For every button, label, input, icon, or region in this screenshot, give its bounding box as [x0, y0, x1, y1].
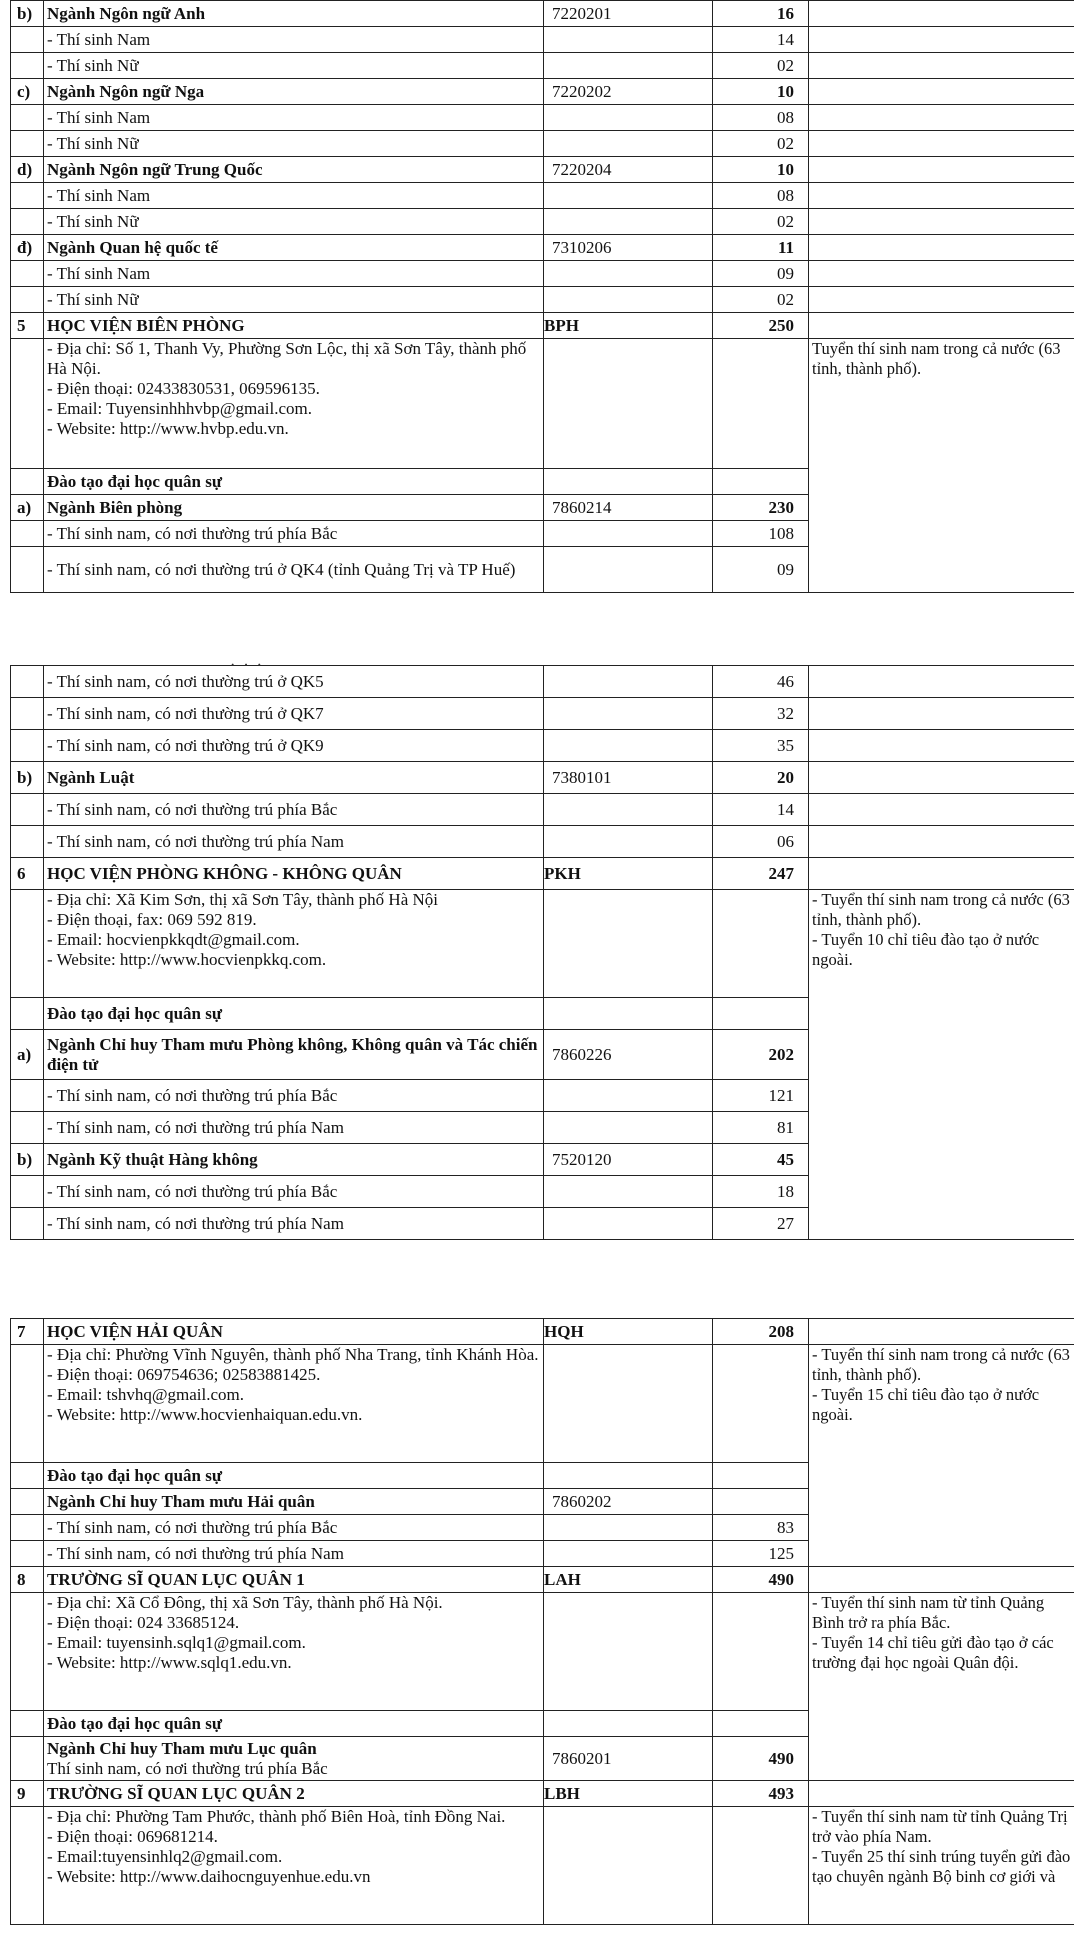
row-number: a)	[11, 495, 44, 521]
program-code: 7220204	[544, 157, 713, 183]
program-name: - Thí sinh nam, có nơi thường trú ở QK9	[44, 730, 544, 762]
quota: 08	[713, 105, 809, 131]
program-code	[544, 1080, 713, 1112]
notes: Tuyển thí sinh nam trong cả nước (63 tỉnh, thành phố).	[809, 339, 1074, 593]
program-code: PKH	[544, 858, 713, 890]
admissions-table	[10, 665, 1074, 1240]
row-number	[11, 666, 44, 698]
table-row	[11, 261, 1074, 287]
program-code	[544, 287, 713, 313]
row-number: 7	[11, 1319, 44, 1345]
quota: 121	[713, 1080, 809, 1112]
notes	[809, 730, 1074, 762]
table-section-middle	[10, 657, 1074, 1240]
quota: 09	[713, 547, 809, 593]
row-number: b)	[11, 762, 44, 794]
row-number: b)	[11, 1144, 44, 1176]
program-code	[544, 1541, 713, 1567]
row-number: d)	[11, 157, 44, 183]
notes	[809, 858, 1074, 890]
quota: 108	[713, 521, 809, 547]
table-row	[11, 209, 1074, 235]
program-code	[544, 53, 713, 79]
quota: 490	[713, 1567, 809, 1593]
program-name: - Thí sinh nam, có nơi thường trú phía Bắc	[44, 1176, 544, 1208]
row-number	[11, 261, 44, 287]
row-number	[11, 730, 44, 762]
program-name: Ngành Ngôn ngữ Anh	[44, 1, 544, 27]
program-name: Ngành Biên phòng	[44, 495, 544, 521]
contact-info: - Địa chỉ: Phường Vĩnh Nguyên, thành phố Nha Trang, tỉnh Khánh Hòa. - Điện thoại: 069754636; 02583881425. - Email: tshvhq@gmail.com. - Website: http://www.hocvienhaiquan.edu.vn.	[44, 1345, 544, 1463]
notes: - Tuyển thí sinh nam trong cả nước (63 tỉnh, thành phố). - Tuyển 15 chỉ tiêu đào tạo ở nước ngoài.	[809, 1345, 1074, 1567]
quota	[713, 339, 809, 469]
program-name: - Thí sinh Nữ	[44, 131, 544, 157]
program-name: Ngành Luật	[44, 762, 544, 794]
program-code	[544, 339, 713, 469]
notes	[809, 1781, 1074, 1807]
program-subtitle: Thí sinh nam, có nơi thường trú phía Bắc	[47, 1758, 328, 1778]
table-row	[11, 698, 1074, 730]
program-code	[544, 1112, 713, 1144]
program-name: - Thí sinh nam, có nơi thường trú phía Nam	[44, 826, 544, 858]
program-name: - Thí sinh Nữ	[44, 287, 544, 313]
program-code	[544, 698, 713, 730]
row-number: c)	[11, 79, 44, 105]
program-code	[544, 261, 713, 287]
info-row	[11, 1345, 1074, 1463]
admissions-table	[10, 0, 1074, 593]
quota	[713, 998, 809, 1030]
notes	[809, 1319, 1074, 1345]
quota	[713, 1345, 809, 1463]
quota: 14	[713, 27, 809, 53]
program-code: 7860226	[544, 1030, 713, 1080]
program-name: - Thí sinh Nam	[44, 261, 544, 287]
quota: 46	[713, 666, 809, 698]
table-row	[11, 762, 1074, 794]
row-number	[11, 890, 44, 998]
quota	[713, 1463, 809, 1489]
notes	[809, 131, 1074, 157]
table-row	[11, 105, 1074, 131]
notes	[809, 235, 1074, 261]
row-number: đ)	[11, 235, 44, 261]
row-number: 9	[11, 1781, 44, 1807]
quota: 16	[713, 1, 809, 27]
program-code	[544, 1208, 713, 1240]
notes	[809, 762, 1074, 794]
program-name: Ngành Ngôn ngữ Nga	[44, 79, 544, 105]
program-code	[544, 666, 713, 698]
program-name: TRƯỜNG SĨ QUAN LỤC QUÂN 1	[44, 1567, 544, 1593]
program-code	[544, 105, 713, 131]
table-row	[11, 730, 1074, 762]
program-code: 7310206	[544, 235, 713, 261]
program-code: 7860201	[544, 1737, 713, 1781]
school-row	[11, 1781, 1074, 1807]
row-number	[11, 1711, 44, 1737]
table-section-bottom	[10, 1318, 1074, 1925]
contact-info: - Địa chỉ: Xã Cổ Đông, thị xã Sơn Tây, thành phố Hà Nội. - Điện thoại: 024 33685124. - Email: tuyensinh.sqlq1@gmail.com. - Website: http://www.sqlq1.edu.vn.	[44, 1593, 544, 1711]
row-number	[11, 469, 44, 495]
program-code: 7860202	[544, 1489, 713, 1515]
quota: 32	[713, 698, 809, 730]
program-name: Đào tạo đại học quân sự	[44, 1711, 544, 1737]
program-code: 7220201	[544, 1, 713, 27]
row-number	[11, 1541, 44, 1567]
program-name: Ngành Chỉ huy Tham mưu Hải quân	[44, 1489, 544, 1515]
program-code	[544, 183, 713, 209]
program-code	[544, 547, 713, 593]
program-title: Ngành Chỉ huy Tham mưu Lục quân	[47, 1738, 317, 1758]
program-name: - Thí sinh Nam	[44, 105, 544, 131]
quota: 06	[713, 826, 809, 858]
program-name: - Thí sinh Nữ	[44, 209, 544, 235]
table-row	[11, 1, 1074, 27]
row-number	[11, 1208, 44, 1240]
program-name: - Thí sinh nam, có nơi thường trú phía Bắc	[44, 521, 544, 547]
program-code: LAH	[544, 1567, 713, 1593]
row-number	[11, 1080, 44, 1112]
notes: - Tuyển thí sinh nam trong cả nước (63 tỉnh, thành phố). - Tuyển 10 chỉ tiêu đào tạo ở nước ngoài.	[809, 890, 1074, 1240]
quota: 08	[713, 183, 809, 209]
notes	[809, 666, 1074, 698]
quota	[713, 1807, 809, 1925]
row-number	[11, 698, 44, 730]
row-number	[11, 1737, 44, 1781]
quota: 247	[713, 858, 809, 890]
table-row	[11, 53, 1074, 79]
row-number	[11, 1489, 44, 1515]
program-name: - Thí sinh nam, có nơi thường trú ở QK5	[44, 666, 544, 698]
notes	[809, 698, 1074, 730]
program-code	[544, 521, 713, 547]
row-number	[11, 105, 44, 131]
school-row	[11, 858, 1074, 890]
row-number	[11, 1345, 44, 1463]
notes	[809, 183, 1074, 209]
program-code	[544, 131, 713, 157]
row-number	[11, 1807, 44, 1925]
quota: 202	[713, 1030, 809, 1080]
quota: 208	[713, 1319, 809, 1345]
quota: 14	[713, 794, 809, 826]
quota: 02	[713, 131, 809, 157]
program-name: HỌC VIỆN PHÒNG KHÔNG - KHÔNG QUÂN	[44, 858, 544, 890]
program-code	[544, 1345, 713, 1463]
quota: 09	[713, 261, 809, 287]
info-row	[11, 1593, 1074, 1711]
program-name: Đào tạo đại học quân sự	[44, 469, 544, 495]
quota: 83	[713, 1515, 809, 1541]
row-number	[11, 1176, 44, 1208]
notes: - Tuyển thí sinh nam từ tỉnh Quảng Bình trở ra phía Bắc. - Tuyển 14 chỉ tiêu gửi đào tạo ở các trường đại học ngoài Quân đội.	[809, 1593, 1074, 1781]
notes	[809, 794, 1074, 826]
notes	[809, 79, 1074, 105]
contact-info: - Địa chỉ: Phường Tam Phước, thành phố Biên Hoà, tỉnh Đồng Nai. - Điện thoại: 069681214. - Email:tuyensinhlq2@gmail.com. - Website: http://www.daihocnguyenhue.edu.vn	[44, 1807, 544, 1925]
program-code: 7220202	[544, 79, 713, 105]
program-name: Ngành Quan hệ quốc tế	[44, 235, 544, 261]
program-name: - Thí sinh Nam	[44, 27, 544, 53]
school-row	[11, 1567, 1074, 1593]
quota: 02	[713, 287, 809, 313]
quota: 125	[713, 1541, 809, 1567]
notes	[809, 105, 1074, 131]
info-row	[11, 1807, 1074, 1925]
program-name: - Thí sinh nam, có nơi thường trú phía Nam	[44, 1208, 544, 1240]
program-code: LBH	[544, 1781, 713, 1807]
contact-info: - Địa chỉ: Xã Kim Sơn, thị xã Sơn Tây, thành phố Hà Nội - Điện thoại, fax: 069 592 819. - Email: hocvienpkkqdt@gmail.com. - Website: http://www.hocvienpkkq.com.	[44, 890, 544, 998]
row-number	[11, 998, 44, 1030]
program-code	[544, 826, 713, 858]
program-name: Ngành Chỉ huy Tham mưu Phòng không, Không quân và Tác chiến điện tử	[44, 1030, 544, 1080]
row-number: a)	[11, 1030, 44, 1080]
program-name: - Thí sinh Nữ	[44, 53, 544, 79]
quota: 02	[713, 53, 809, 79]
school-row	[11, 1319, 1074, 1345]
program-code: 7860214	[544, 495, 713, 521]
row-number	[11, 287, 44, 313]
quota	[713, 1593, 809, 1711]
program-code	[544, 1711, 713, 1737]
quota	[713, 1711, 809, 1737]
program-name: - Thí sinh nam, có nơi thường trú ở QK4 (tỉnh Quảng Trị và TP Huế)	[44, 547, 544, 593]
row-number	[11, 826, 44, 858]
quota: 10	[713, 157, 809, 183]
row-number	[11, 53, 44, 79]
info-row	[11, 890, 1074, 998]
program-code	[544, 1176, 713, 1208]
quota: 81	[713, 1112, 809, 1144]
table-row	[11, 131, 1074, 157]
quota	[713, 890, 809, 998]
program-code	[544, 794, 713, 826]
table-row	[11, 157, 1074, 183]
quota: 11	[713, 235, 809, 261]
notes	[809, 209, 1074, 235]
cut-off-text: · · ·	[230, 657, 264, 674]
program-name: - Thí sinh nam, có nơi thường trú phía Nam	[44, 1541, 544, 1567]
row-number: 6	[11, 858, 44, 890]
row-number	[11, 1515, 44, 1541]
program-code	[544, 209, 713, 235]
contact-info: - Địa chỉ: Số 1, Thanh Vy, Phường Sơn Lộc, thị xã Sơn Tây, thành phố Hà Nội. - Điện thoại: 02433830531, 069596135. - Email: Tuyensinhhhvbp@gmail.com. - Website: http://www.hvbp.edu.vn.	[44, 339, 544, 469]
quota: 10	[713, 79, 809, 105]
school-row	[11, 313, 1074, 339]
notes	[809, 53, 1074, 79]
table-row	[11, 27, 1074, 53]
row-number	[11, 521, 44, 547]
notes	[809, 157, 1074, 183]
program-code	[544, 27, 713, 53]
notes: - Tuyển thí sinh nam từ tỉnh Quảng Trị trở vào phía Nam. - Tuyển 25 thí sinh trúng tuyển gửi đào tạo chuyên ngành Bộ binh cơ giới và	[809, 1807, 1074, 1925]
table-row	[11, 794, 1074, 826]
notes	[809, 826, 1074, 858]
table-row	[11, 235, 1074, 261]
program-name: Ngành Ngôn ngữ Trung Quốc	[44, 157, 544, 183]
notes	[809, 1567, 1074, 1593]
program-code	[544, 1807, 713, 1925]
program-code	[544, 998, 713, 1030]
notes	[809, 261, 1074, 287]
row-number	[11, 1593, 44, 1711]
quota: 493	[713, 1781, 809, 1807]
program-code	[544, 469, 713, 495]
info-row	[11, 339, 1074, 469]
table-row	[11, 79, 1074, 105]
program-name: Đào tạo đại học quân sự	[44, 998, 544, 1030]
program-name: HỌC VIỆN BIÊN PHÒNG	[44, 313, 544, 339]
quota: 02	[713, 209, 809, 235]
row-number: 8	[11, 1567, 44, 1593]
program-name: TRƯỜNG SĨ QUAN LỤC QUÂN 2	[44, 1781, 544, 1807]
table-row	[11, 826, 1074, 858]
notes	[809, 313, 1074, 339]
admissions-table	[10, 1318, 1074, 1925]
program-name	[44, 1737, 544, 1781]
table-row	[11, 666, 1074, 698]
row-number: b)	[11, 1, 44, 27]
program-name: - Thí sinh nam, có nơi thường trú phía Nam	[44, 1112, 544, 1144]
notes	[809, 27, 1074, 53]
program-name: - Thí sinh nam, có nơi thường trú ở QK7	[44, 698, 544, 730]
program-code	[544, 1593, 713, 1711]
program-name: Đào tạo đại học quân sự	[44, 1463, 544, 1489]
program-code	[544, 1515, 713, 1541]
quota: 230	[713, 495, 809, 521]
row-number	[11, 547, 44, 593]
program-code: 7520120	[544, 1144, 713, 1176]
program-code: 7380101	[544, 762, 713, 794]
program-name: HỌC VIỆN HẢI QUÂN	[44, 1319, 544, 1345]
quota: 20	[713, 762, 809, 794]
notes	[809, 287, 1074, 313]
row-number	[11, 183, 44, 209]
program-code	[544, 730, 713, 762]
quota: 250	[713, 313, 809, 339]
program-code	[544, 1463, 713, 1489]
program-name: - Thí sinh nam, có nơi thường trú phía Bắc	[44, 1080, 544, 1112]
quota: 27	[713, 1208, 809, 1240]
quota: 45	[713, 1144, 809, 1176]
row-number	[11, 794, 44, 826]
row-number	[11, 209, 44, 235]
program-name: Ngành Kỹ thuật Hàng không	[44, 1144, 544, 1176]
quota: 490	[713, 1737, 809, 1781]
program-code: BPH	[544, 313, 713, 339]
row-number	[11, 1463, 44, 1489]
program-code: HQH	[544, 1319, 713, 1345]
program-code	[544, 890, 713, 998]
program-name: - Thí sinh Nam	[44, 183, 544, 209]
row-number: 5	[11, 313, 44, 339]
row-number	[11, 1112, 44, 1144]
program-name: - Thí sinh nam, có nơi thường trú phía Bắc	[44, 1515, 544, 1541]
quota	[713, 469, 809, 495]
table-row	[11, 287, 1074, 313]
row-number	[11, 27, 44, 53]
quota	[713, 1489, 809, 1515]
table-section-top	[10, 0, 1074, 593]
row-number	[11, 339, 44, 469]
table-row	[11, 183, 1074, 209]
quota: 35	[713, 730, 809, 762]
program-name: - Thí sinh nam, có nơi thường trú phía Bắc	[44, 794, 544, 826]
quota: 18	[713, 1176, 809, 1208]
row-number	[11, 131, 44, 157]
notes	[809, 1, 1074, 27]
